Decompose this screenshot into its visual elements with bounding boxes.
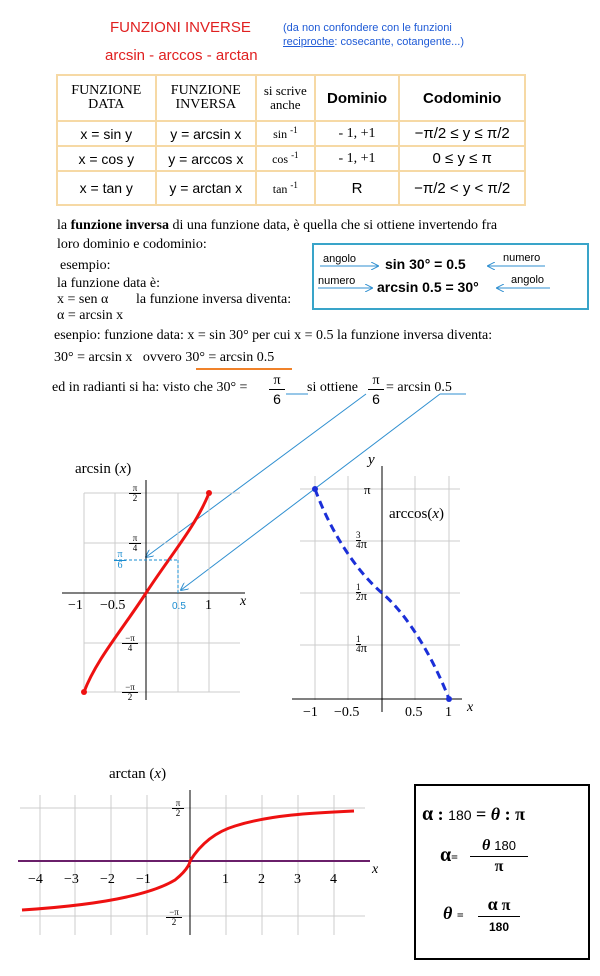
arctan-title: arctan (x) (109, 766, 167, 782)
arcsin-ytick-pi2: π 2 (129, 484, 141, 503)
angolo-label-1: angolo (323, 253, 357, 265)
given-label: la funzione data è: (57, 276, 161, 291)
arctan-x-label: x (372, 862, 379, 877)
conversion-theta-eq: θ = (443, 903, 464, 923)
conversion-proportion: α : 180 = θ : π (422, 803, 526, 825)
cell-written: tan $^{-1}$ (256, 171, 315, 205)
arccos-tick-m1: −1 (303, 705, 318, 720)
cell-inverse: y = arctan x (156, 171, 256, 205)
cell-codomain: −π/2 ≤ y ≤ π/2 (399, 121, 525, 146)
cell-given: x = tan y (57, 171, 156, 205)
arccos-ytick-pi4: $\frac{1}{4}$ π (356, 634, 368, 655)
cell-domain: - 1, +1 (315, 146, 400, 171)
conversion-alpha-frac: θ 180 π (470, 836, 528, 877)
cell-domain: R (315, 171, 400, 205)
arcsin-marker-pi6: π 6 (114, 550, 126, 571)
radians-pre: ed in radianti si ha: visto che 30° = (52, 380, 248, 395)
inverse-becomes: la funzione inversa diventa: (136, 292, 292, 307)
arcsin-tick-m1: −1 (68, 598, 83, 613)
result-line: 30° = arcsin x ovvero 30° = arcsin 0.5 (54, 350, 275, 365)
arcsin-tick-1: 1 (205, 598, 212, 613)
header-inverse: FUNZIONE INVERSA (156, 75, 256, 121)
arctan-tick: 4 (330, 872, 337, 887)
header-written: si scrive anche (256, 75, 315, 121)
arctan-tick: 1 (222, 872, 229, 887)
header-note-line1: (da non confondere con le funzioni (283, 22, 452, 34)
cell-domain: - 1, +1 (315, 121, 400, 146)
arctan-tick: −3 (64, 872, 79, 887)
conversion-theta-frac: α π 180 (478, 894, 520, 937)
arccos-y-label: y (368, 452, 375, 468)
arctan-tick: 2 (258, 872, 265, 887)
arctan-tick: 3 (294, 872, 301, 887)
arcsin-ytick-mpi4: −π 4 (122, 634, 138, 653)
arccos-graph (292, 466, 462, 712)
arccos-x-label: x (467, 700, 474, 715)
cell-codomain: −π/2 < y < π/2 (399, 171, 525, 205)
arctan-ytick-mpi2: −π 2 (166, 908, 182, 927)
cell-given: x = cos y (57, 146, 156, 171)
cell-inverse: y = arccos x (156, 146, 256, 171)
arccos-tick-05: 0.5 (405, 705, 423, 720)
header-codomain: Codominio (399, 75, 525, 121)
arctan-tick: −4 (28, 872, 43, 887)
arccos-title: arccos(x) (389, 506, 444, 522)
alpha-equation: α = arcsin x (57, 308, 124, 323)
cell-given: x = sin y (57, 121, 156, 146)
arctan-ytick-pi2: π 2 (172, 799, 184, 818)
cell-codomain: 0 ≤ y ≤ π (399, 146, 525, 171)
example-label: esempio: (60, 258, 111, 273)
radians-mid: si ottiene (307, 380, 358, 395)
example2-text: esenpio: funzione data: x = sin 30° per cui x = 0.5 la funzione inversa diventa: (54, 328, 493, 343)
cell-inverse: y = arcsin x (156, 121, 256, 146)
page-subtitle: arcsin - arccos - arctan (105, 47, 258, 64)
arcsin-marker-05: 0.5 (172, 601, 186, 612)
example-line2: arcsin 0.5 = 30° (377, 279, 479, 295)
header-note-line2: reciproche: cosecante, cotangente...) (283, 36, 464, 48)
arccos-tick-1: 1 (445, 705, 452, 720)
arccos-tick-m05: −0.5 (334, 705, 360, 720)
cell-written: sin $^{-1}$ (256, 121, 315, 146)
header-given: FUNZIONE DATA (57, 75, 156, 121)
arccos-ytick-pi2: $\frac{1}{2}$ π (356, 582, 368, 603)
numero-label-1: numero (503, 252, 541, 264)
angolo-label-2: angolo (511, 274, 545, 286)
radians-post: = arcsin 0.5 (386, 380, 452, 395)
arctan-graph (18, 790, 370, 935)
arcsin-ytick-mpi2: −π 2 (122, 683, 138, 702)
arcsin-tick-m05: −0.5 (100, 598, 126, 613)
cell-written: cos $^{-1}$ (256, 146, 315, 171)
numero-label-2: numero (318, 275, 356, 287)
definition-bold: funzione inversa (70, 218, 169, 233)
arcsin-graph (62, 480, 245, 700)
header-domain: Dominio (315, 75, 400, 121)
given-equation: x = sen α (57, 292, 109, 307)
pi-over-6-b: π 6 (368, 373, 384, 408)
arccos-ytick-3pi4: $\frac{3}{4}$ π (356, 530, 368, 551)
result-highlight: 30° = arcsin 0.5 (185, 350, 275, 365)
arcsin-title: arcsin (x) (75, 461, 132, 477)
arctan-tick: −1 (136, 872, 151, 887)
arcsin-ytick-pi4: π 4 (129, 534, 141, 553)
pi-over-6-a: π 6 (269, 373, 285, 408)
arccos-ytick-pi: π (364, 482, 371, 497)
reciproche-link: reciproche (283, 36, 335, 48)
pointer-arrows (146, 394, 466, 590)
arctan-tick: −2 (100, 872, 115, 887)
definition-text: la funzione inversa di una funzione data, è quella che si ottiene invertendo fra loro dominio e codominio: (57, 218, 498, 252)
example-line1: sin 30° = 0.5 (385, 256, 466, 272)
page-title: FUNZIONI INVERSE (110, 19, 251, 36)
box-arrows (318, 266, 550, 288)
arcsin-x-label: x (240, 594, 247, 609)
conversion-alpha-eq: α= (440, 844, 459, 866)
